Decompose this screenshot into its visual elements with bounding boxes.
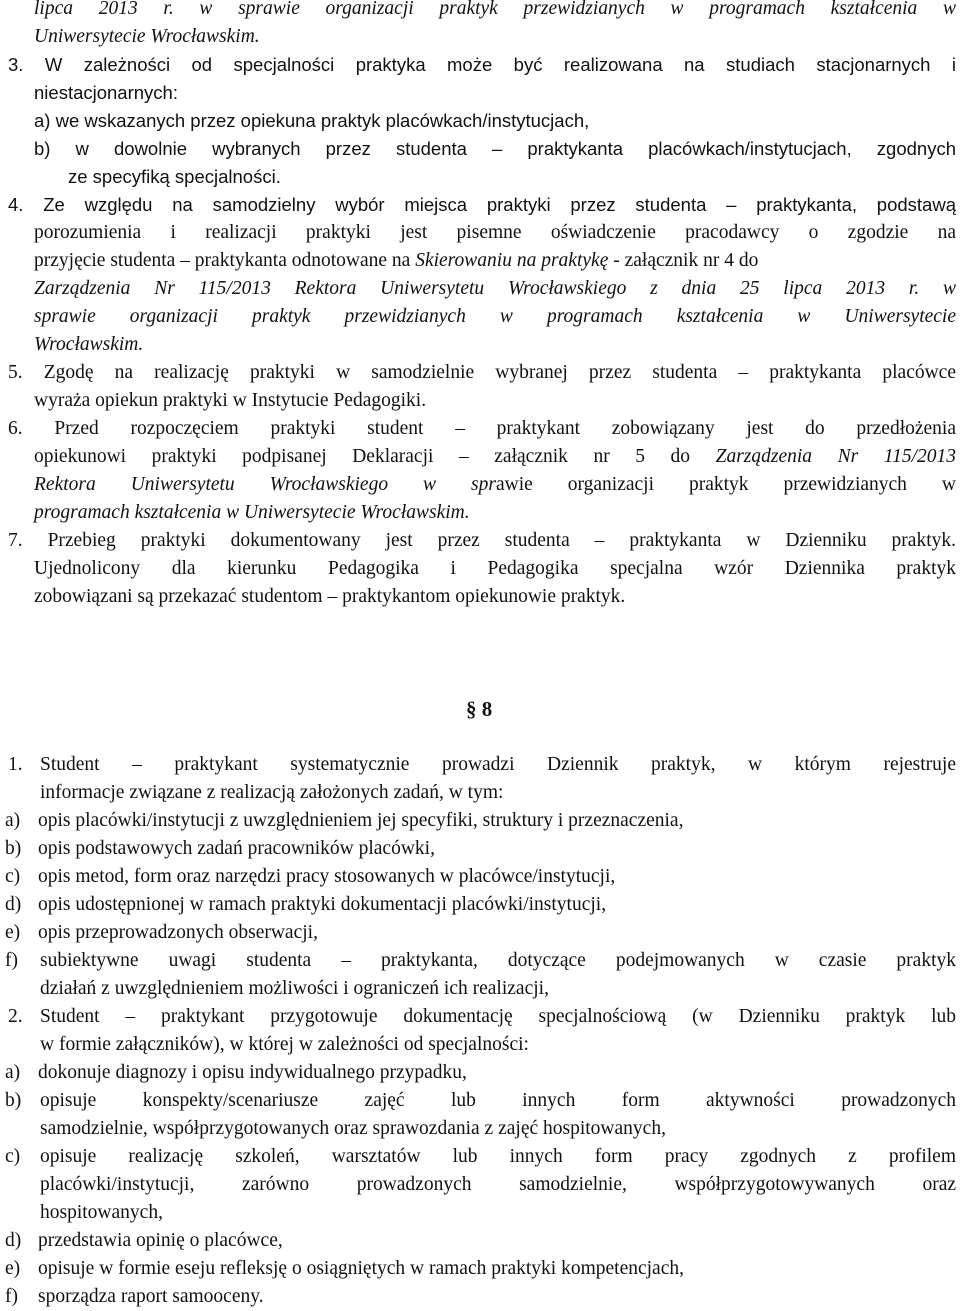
point-3-line-2: niestacjonarnych: (34, 82, 178, 103)
s2-line-1: Student – praktykant przygotowuje dokumentację specjalnościową (w Dzienniku praktyk lub (40, 1006, 956, 1027)
s2-item-b-line-2: samodzielnie, współprzygotowanych oraz sprawozdania z zajęć hospitowanych, (40, 1118, 666, 1139)
point-3-item-b-line-2: ze specyfiką specjalności. (68, 166, 281, 187)
point-3-item-a: a) we wskazanych przez opiekuna praktyk placówkach/instytucjach, (34, 110, 590, 131)
continuation-line-2: Uniwersytecie Wrocławskim. (34, 26, 260, 47)
s1-number: 1. (8, 754, 23, 775)
section-number: 8 (481, 697, 493, 721)
point-5-line-2: wyraża opiekun praktyki w Instytucie Pedagogiki. (34, 390, 427, 411)
point-3-line-1: 3. W zależności od specjalności praktyka może być realizowana na studiach stacjonarnych i (8, 54, 956, 75)
s1-line-2: informacje związane z realizacją założonych zadań, w tym: (40, 782, 504, 803)
section-heading (466, 695, 492, 723)
point-3-item-b-line-1: b) w dowolnie wybranych przez studenta – praktykanta placówkach/instytucjach, zgodnych (34, 138, 956, 159)
s1-item-e: e) opis przeprowadzonych obserwacji, (5, 922, 318, 943)
s1-item-b: b) opis podstawowych zadań pracowników placówki, (5, 838, 435, 859)
s1-item-a: a) opis placówki/instytucji z uwzględnieniem jej specyfiki, struktury i przeznaczenia, (5, 810, 684, 831)
s2-item-c-line-1: opisuje realizację szkoleń, warsztatów lub innych form pracy zgodnych z profilem (40, 1146, 956, 1167)
continuation-line-1: lipca 2013 r. w sprawie organizacji praktyk przewidzianych w programach kształcenia w (34, 0, 956, 19)
s2-item-f: f) sporządza raport samooceny. (5, 1286, 264, 1307)
point-4-line-3: przyjęcie studenta – praktykanta odnotowane na Skierowaniu na praktykę - załącznik nr 4 do (34, 250, 759, 271)
point-6-line-2: opiekunowi praktyki podpisanej Deklaracji – załącznik nr 5 do Zarządzenia Nr 115/2013 (34, 446, 956, 467)
point-6-line-1: 6. Przed rozpoczęciem praktyki student – praktykant zobowiązany jest do przedłożenia (8, 418, 956, 439)
point-4-line-4: Zarządzenia Nr 115/2013 Rektora Uniwersytetu Wrocławskiego z dnia 25 lipca 2013 r. w (34, 278, 956, 299)
s2-item-c-line-2: placówki/instytucji, zarówno prowadzonych samodzielnie, współprzygotowywanych oraz (40, 1174, 956, 1195)
point-4-line-1: 4. Ze względu na samodzielny wybór miejsca praktyki przez studenta – praktykanta, podstawą (8, 194, 956, 215)
s2-item-b-line-1: opisuje konspekty/scenariusze zajęć lub innych form aktywności prowadzonych (40, 1090, 956, 1111)
point-4-line-2: porozumienia i realizacji praktyki jest pisemne oświadczenie pracodawcy o zgodzie na (34, 222, 956, 243)
s2-item-d: d) przedstawia opinię o placówce, (5, 1230, 283, 1251)
s2-number: 2. (8, 1006, 23, 1027)
s2-line-2: w formie załączników), w której w zależności od specjalności: (40, 1034, 529, 1055)
section-symbol: § (466, 697, 477, 721)
s1-line-1: Student – praktykant systematycznie prowadzi Dziennik praktyk, w którym rejestruje (40, 754, 956, 775)
point-7-line-2: Ujednolicony dla kierunku Pedagogika i Pedagogika specjalna wzór Dziennika praktyk (34, 558, 956, 579)
point-7-line-3: zobowiązani są przekazać studentom – praktykantom opiekunowie praktyk. (34, 586, 626, 607)
s2-item-b-marker: b) (5, 1090, 22, 1111)
s1-item-d: d) opis udostępnionej w ramach praktyki dokumentacji placówki/instytucji, (5, 894, 607, 915)
point-6-line-3: Rektora Uniwersytetu Wrocławskiego w sprawie organizacji praktyk przewidzianych w (34, 474, 956, 495)
s1-item-f-line-1: subiektywne uwagi studenta – praktykanta, dotyczące podejmowanych w czasie praktyk (40, 950, 956, 971)
point-4-line-5: sprawie organizacji praktyk przewidzianych w programach kształcenia w Uniwersytecie (34, 306, 956, 327)
point-4-line-6: Wrocławskim. (34, 334, 144, 355)
s1-item-f-line-2: działań z uwzględnieniem możliwości i ograniczeń ich realizacji, (40, 978, 549, 999)
s1-item-f-marker: f) (5, 950, 18, 971)
s2-item-c-marker: c) (5, 1146, 21, 1167)
s2-item-c-line-3: hospitowanych, (40, 1202, 163, 1223)
point-6-line-4: programach kształcenia w Uniwersytecie Wrocławskim. (34, 502, 470, 523)
s2-item-a: a) dokonuje diagnozy i opisu indywidualnego przypadku, (5, 1062, 467, 1083)
s1-item-c: c) opis metod, form oraz narzędzi pracy stosowanych w placówce/instytucji, (5, 866, 616, 887)
s2-item-e: e) opisuje w formie eseju refleksję o osiągniętych w ramach praktyki kompetencjach, (5, 1258, 684, 1279)
point-7-line-1: 7. Przebieg praktyki dokumentowany jest przez studenta – praktykanta w Dzienniku praktyk. (8, 530, 956, 551)
point-5-line-1: 5. Zgodę na realizację praktyki w samodzielnie wybranej przez studenta – praktykanta placówce (8, 362, 956, 383)
